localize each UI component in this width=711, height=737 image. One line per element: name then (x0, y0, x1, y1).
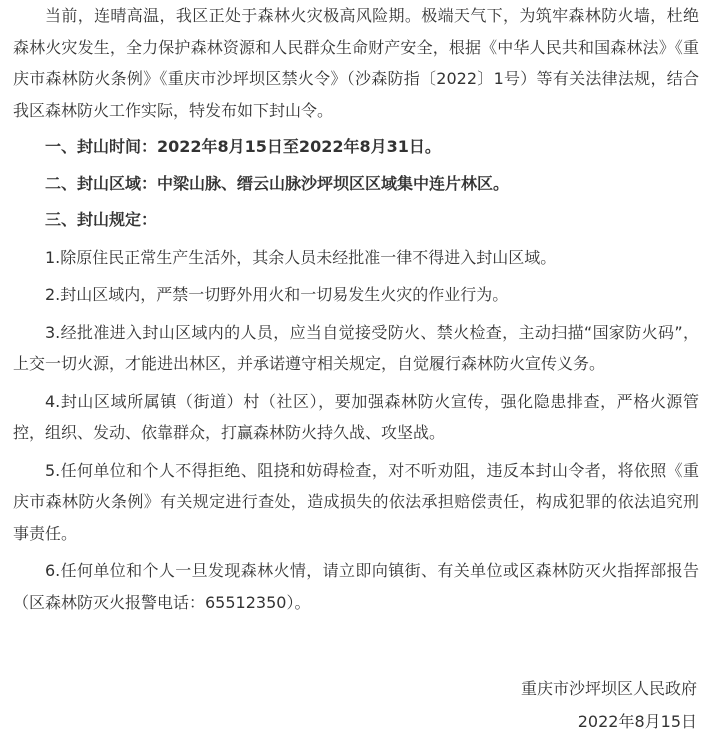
rule-item-6: 6.任何单位和个人一旦发现森林火情，请立即向镇街、有关单位或区森林防灭火指挥部报告（区森林防灭火报警电话：65512350）。 (13, 561, 699, 612)
rule-item-2: 2.封山区域内，严禁一切野外用火和一切易发生火灾的作业行为。 (45, 285, 509, 304)
rule-item-5: 5.任何单位和个人不得拒绝、阻挠和妨碍检查，对不听劝阻，违反本封山令者，将依照《重庆市森林防火条例》有关规定进行查处，造成损失的依法承担赔偿责任，构成犯罪的依法追究刑事责任。 (13, 460, 699, 543)
section-closure-area: 二、封山区域：中梁山脉、缙云山脉沙坪坝区区域集中连片林区。 (45, 173, 510, 193)
issue-date: 2022年8月15日 (577, 712, 697, 731)
notice-body (13, 0, 699, 618)
issuing-authority: 重庆市沙坪坝区人民政府 (520, 679, 697, 698)
rule-item-4: 4.封山区域所属镇（街道）村（社区），要加强森林防火宣传，强化隐患排查，严格火源管控，组织、发动、依靠群众，打赢森林防火持久战、攻坚战。 (13, 391, 699, 442)
rule-item-3: 3.经批准进入封山区域内的人员，应当自觉接受防火、禁火检查，主动扫描“国家防火码”，上交一切火源，才能进出林区，并承诺遵守相关规定，自觉履行森林防火宣传义务。 (13, 322, 699, 373)
section-closure-time: 一、封山时间：2022年8月15日至2022年8月31日。 (45, 137, 441, 156)
intro-paragraph: 当前，连晴高温，我区正处于森林火灾极高风险期。极端天气下，为筑牢森林防火墙，杜绝森林火灾发生，全力保护森林资源和人民群众生命财产安全，根据《中华人民共和国森林法》《重庆市森林防火条例》《重庆市沙坪坝区禁火令》（沙森防指〔2022〕1号）等有关法律法规，结合我区森林防火工作实际，特发布如下封山令。 (13, 6, 699, 120)
rule-item-1: 1.除原住民正常生产生活外，其余人员未经批准一律不得进入封山区域。 (45, 247, 557, 267)
section-closure-rules: 三、封山规定： (45, 210, 158, 229)
